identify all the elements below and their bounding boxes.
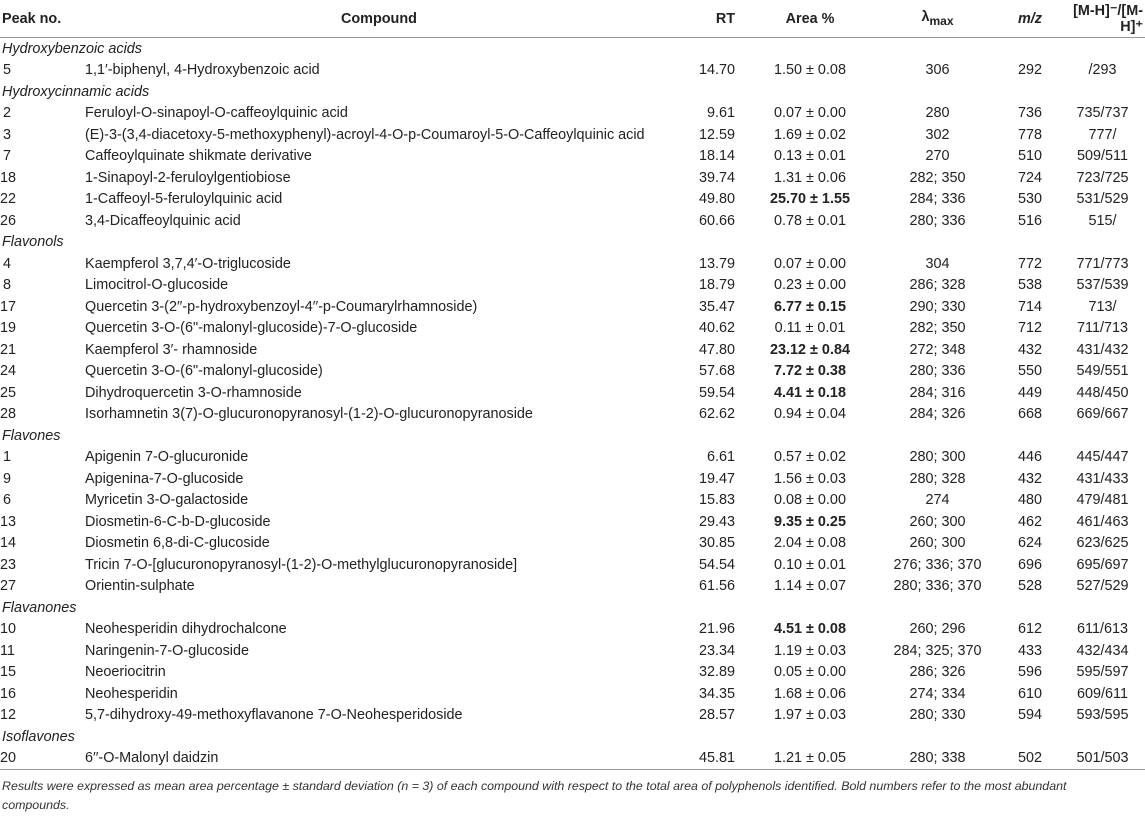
peak-cell: 21 [0,341,17,358]
compound-cell: 1,1′-biphenyl, 4-Hydroxybenzoic acid [85,62,320,79]
lambda-max-cell: 280; 338 [875,748,1000,770]
peak-cell: 22 [0,191,17,208]
header-mz: m/z [1000,0,1060,38]
lambda-max-cell: 280; 336 [909,363,966,380]
mz-cell: 528 [1017,578,1042,595]
peak-cell: 19 [0,320,17,337]
lambda-max-cell: 280; 328 [909,470,966,487]
area-cell: 4.51 ± 0.08 [774,621,846,638]
peak-cell: 18 [0,169,17,186]
lambda-max-cell: 274; 334 [909,685,966,702]
lambda-max-cell: 284; 316 [909,384,966,401]
rt-cell: 59.54 [698,384,735,401]
peak-cell: 7 [2,148,11,165]
peak-cell: 13 [0,513,17,530]
ion-cell: 735/737 [1076,105,1129,122]
table-row [0,382,1145,404]
ion-cell: 501/503 [1060,748,1145,770]
table-row [0,490,1145,512]
rt-cell: 18.14 [698,148,735,165]
table-row [0,619,1145,641]
peak-cell: 24 [0,363,17,380]
ion-cell: 723/725 [1076,169,1129,186]
ion-cell: 431/433 [1076,470,1129,487]
rt-cell: 35.47 [698,298,735,315]
ion-cell: 711/713 [1077,320,1128,337]
header-ion: [M-H]⁻/[M-H]⁺ [1060,0,1145,38]
table-row [0,662,1145,684]
area-cell: 0.57 ± 0.02 [774,449,846,466]
table-row [0,511,1145,533]
table-row [0,468,1145,490]
header-peak: Peak no. [0,0,85,38]
table-row [0,296,1145,318]
area-cell: 1.14 ± 0.07 [774,578,846,595]
lambda-max-cell: 260; 300 [909,513,966,530]
compound-cell: 1-Sinapoyl-2-feruloylgentiobiose [85,169,291,186]
group-row [0,232,1145,254]
table-row [0,339,1145,361]
area-cell: 0.94 ± 0.04 [774,406,846,423]
lambda-max-cell: 270 [925,148,950,165]
mz-cell: 480 [1017,492,1042,509]
compound-cell: Myricetin 3-O-galactoside [85,492,249,509]
compound-cell: Neohesperidin dihydrochalcone [85,621,287,638]
compound-cell: Diosmetin 6,8-di-C-glucoside [85,535,270,552]
rt-cell: 60.66 [698,212,735,229]
table-row [0,554,1145,576]
group-row [0,38,1145,60]
table-row [0,124,1145,146]
ion-cell: 695/697 [1076,556,1129,573]
lambda-max-cell: 302 [925,126,950,143]
ion-cell: 611/613 [1077,621,1128,638]
peak-cell: 27 [0,578,17,595]
area-cell: 1.97 ± 0.03 [774,707,846,724]
table-row [0,146,1145,168]
peak-cell: 14 [0,535,17,552]
rt-cell: 40.62 [698,320,735,337]
table-row [0,748,1145,770]
mz-cell: 612 [1017,621,1042,638]
peak-cell: 5 [2,62,11,79]
mz-cell: 596 [1017,664,1042,681]
peak-cell: 4 [2,255,11,272]
compound-cell: Caffeoylquinate shikmate derivative [85,148,312,165]
mz-cell: 502 [1000,748,1060,770]
compound-cell: Limocitrol-O-glucoside [85,277,229,294]
ion-cell: 549/551 [1076,363,1129,380]
rt-cell: 14.70 [698,62,735,79]
peak-cell: 1 [2,449,11,466]
mz-cell: 516 [1017,212,1042,229]
table-row [0,167,1145,189]
peak-cell: 25 [0,384,17,401]
mz-cell: 610 [1017,685,1042,702]
compound-cell: Feruloyl-O-sinapoyl-O-caffeoylquinic acid [85,105,348,122]
table-row [0,253,1145,275]
rt-cell: 45.81 [685,748,745,770]
rt-cell: 9.61 [706,105,735,122]
mz-cell: 550 [1017,363,1042,380]
header-area: Area % [745,0,875,38]
area-cell: 0.07 ± 0.00 [774,105,846,122]
group-label: Flavonols [2,234,64,251]
header-lambda [875,0,1000,38]
ion-cell: 445/447 [1076,449,1129,466]
compound-cell: 5,7-dihydroxy-49-methoxyflavanone 7-O-Neohesperidoside [85,707,463,724]
peak-cell: 28 [0,406,17,423]
ion-cell: 479/481 [1076,492,1129,509]
mz-cell: 449 [1017,384,1042,401]
lambda-max-cell: 290; 330 [909,298,966,315]
rt-cell: 30.85 [698,535,735,552]
rt-cell: 47.80 [698,341,735,358]
mz-cell: 594 [1017,707,1042,724]
group-row [0,726,1145,748]
rt-cell: 18.79 [698,277,735,294]
mz-cell: 736 [1017,105,1042,122]
ion-cell: 595/597 [1076,664,1129,681]
lambda-max-cell: 260; 296 [909,621,966,638]
lambda-max-cell: 286; 328 [909,277,966,294]
area-cell: 9.35 ± 0.25 [774,513,846,530]
lambda-max-cell: 284; 326 [909,406,966,423]
lambda-max-cell: 280; 300 [909,449,966,466]
ion-cell: 432/434 [1076,642,1129,659]
peak-cell: 2 [2,105,11,122]
lambda-max-cell: 276; 336; 370 [893,556,982,573]
compound-cell: (E)-3-(3,4-diacetoxy-5-methoxyphenyl)-acroyl-4-O-p-Coumaroyl-5-O-Caffeoylquinic acid [85,126,645,143]
mz-cell: 696 [1017,556,1042,573]
rt-cell: 13.79 [698,255,735,272]
area-cell: 0.05 ± 0.00 [774,664,846,681]
header-rt: RT [685,0,745,38]
compound-cell: 3,4-Dicaffeoylquinic acid [85,212,241,229]
table-row [0,275,1145,297]
mz-cell: 510 [1017,148,1042,165]
area-cell: 2.04 ± 0.08 [774,535,846,552]
header-compound: Compound [85,0,685,38]
area-cell: 6.77 ± 0.15 [774,298,846,315]
table-row [0,103,1145,125]
lambda-max-cell: 280 [925,105,950,122]
ion-cell: 777/ [1088,126,1117,143]
compound-cell: Neohesperidin [85,685,178,702]
area-cell: 1.56 ± 0.03 [774,470,846,487]
group-row [0,425,1145,447]
lambda-max-cell: 306 [925,62,950,79]
mz-cell: 433 [1017,642,1042,659]
area-cell: 1.19 ± 0.03 [774,642,846,659]
table-row [0,576,1145,598]
rt-cell: 32.89 [698,664,735,681]
rt-cell: 12.59 [698,126,735,143]
peak-cell: 3 [2,126,11,143]
peak-cell: 23 [0,556,17,573]
peak-cell: 17 [0,298,17,315]
area-cell: 0.13 ± 0.01 [774,148,846,165]
area-cell: 0.08 ± 0.00 [774,492,846,509]
table-body [0,38,1145,770]
mz-cell: 772 [1017,255,1042,272]
lambda-max-cell: 260; 300 [909,535,966,552]
lambda-max-cell: 282; 350 [909,169,966,186]
lambda-max-cell: 284; 325; 370 [893,642,982,659]
rt-cell: 6.61 [706,449,735,466]
table-row [0,60,1145,82]
mz-cell: 778 [1017,126,1042,143]
table-row [0,361,1145,383]
table-row [0,705,1145,727]
area-cell: 1.50 ± 0.08 [774,62,846,79]
group-label: Hydroxycinnamic acids [2,83,150,100]
lambda-max-cell: 280; 336 [909,212,966,229]
rt-cell: 15.83 [698,492,735,509]
group-row [0,597,1145,619]
area-cell: 0.11 ± 0.01 [774,320,846,337]
mz-cell: 538 [1017,277,1042,294]
ion-cell: 609/611 [1077,685,1128,702]
mz-cell: 668 [1017,406,1042,423]
compound-cell: 6′′-O-Malonyl daidzin [85,748,685,770]
peak-cell: 9 [2,470,11,487]
rt-cell: 54.54 [698,556,735,573]
rt-cell: 57.68 [698,363,735,380]
rt-cell: 49.80 [698,191,735,208]
group-label: Isoflavones [2,728,75,745]
area-cell: 1.31 ± 0.06 [774,169,846,186]
header-row [0,0,1145,38]
peak-cell: 11 [0,642,15,659]
ion-cell: 448/450 [1076,384,1129,401]
lambda-max-cell: 274 [925,492,950,509]
ion-cell: 461/463 [1076,513,1129,530]
table-row [0,189,1145,211]
rt-cell: 62.62 [698,406,735,423]
mz-cell: 714 [1017,298,1042,315]
table-row [0,683,1145,705]
area-cell: 4.41 ± 0.18 [774,384,846,401]
area-cell: 7.72 ± 0.38 [774,363,846,380]
compound-cell: Quercetin 3-(2′′-p-hydroxybenzoyl-4′′-p-Coumarylrhamnoside) [85,298,478,315]
mz-cell: 292 [1017,62,1042,79]
peak-cell: 8 [2,277,11,294]
ion-cell: 537/539 [1076,277,1129,294]
area-cell: 0.78 ± 0.01 [774,212,846,229]
table-row [0,447,1145,469]
lambda-max-cell: 284; 336 [909,191,966,208]
lambda-max-cell: 272; 348 [909,341,966,358]
area-cell: 0.23 ± 0.00 [774,277,846,294]
area-cell: 0.10 ± 0.01 [774,556,846,573]
mz-cell: 432 [1017,470,1042,487]
rt-cell: 19.47 [698,470,735,487]
group-label: Hydroxybenzoic acids [2,40,142,57]
table-row [0,404,1145,426]
ion-cell: 515/ [1088,212,1117,229]
rt-cell: 34.35 [698,685,735,702]
lambda-max-cell: 280; 330 [909,707,966,724]
mz-cell: 712 [1017,320,1042,337]
rt-cell: 21.96 [698,621,735,638]
compound-cell: Tricin 7-O-[glucuronopyranosyl-(1-2)-O-methylglucuronopyranoside] [85,556,518,573]
area-cell: 23.12 ± 0.84 [770,341,850,358]
lambda-max-cell: 304 [925,255,950,272]
header-lambda-subscript: max [929,13,954,28]
table-row [0,533,1145,555]
group-label: Flavones [2,427,61,444]
compound-cell: Kaempferol 3′- rhamnoside [85,341,258,358]
ion-cell: 771/773 [1076,255,1129,272]
lambda-max-cell: 286; 326 [909,664,966,681]
compound-cell: Quercetin 3-O-(6"-malonyl-glucoside) [85,363,323,380]
table-row [0,210,1145,232]
peak-cell: 12 [0,707,17,724]
mz-cell: 446 [1017,449,1042,466]
compound-cell: Dihydroquercetin 3-O-rhamnoside [85,384,302,401]
ion-cell: 527/529 [1076,578,1129,595]
area-cell: 1.21 ± 0.05 [745,748,875,770]
peak-cell: 16 [0,685,17,702]
header-lambda-symbol: λ [921,9,930,26]
group-row [0,81,1145,103]
ion-cell: 531/529 [1076,191,1129,208]
compound-cell: Quercetin 3-O-(6"-malonyl-glucoside)-7-O-glucoside [85,320,418,337]
area-cell: 1.68 ± 0.06 [774,685,846,702]
lambda-max-cell: 280; 336; 370 [893,578,982,595]
rt-cell: 61.56 [698,578,735,595]
table-row [0,318,1145,340]
table-footnote: Results were expressed as mean area percentage ± standard deviation (n = 3) of each compound with respect to the total area of polyphenols identified. Bold numbers refer to the most abundant compounds. [2,779,1067,812]
compound-cell: Apigenina-7-O-glucoside [85,470,244,487]
ion-cell: 623/625 [1076,535,1129,552]
mz-cell: 530 [1017,191,1042,208]
mz-cell: 724 [1017,169,1042,186]
mz-cell: 432 [1017,341,1042,358]
rt-cell: 29.43 [698,513,735,530]
ion-cell: 509/511 [1077,148,1128,165]
compound-cell: Diosmetin-6-C-b-D-glucoside [85,513,271,530]
peak-cell: 10 [0,621,17,638]
area-cell: 1.69 ± 0.02 [774,126,846,143]
ion-cell: 593/595 [1076,707,1129,724]
mz-cell: 462 [1017,513,1042,530]
compound-cell: Isorhamnetin 3(7)-O-glucuronopyranosyl-(1-2)-O-glucuronopyranoside [85,406,533,423]
peak-cell: 26 [0,212,17,229]
compound-cell: Naringenin-7-O-glucoside [85,642,249,659]
ion-cell: /293 [1088,62,1117,79]
group-label: Flavanones [2,599,77,616]
compound-cell: Orientin-sulphate [85,578,195,595]
area-cell: 0.07 ± 0.00 [774,255,846,272]
table-row [0,640,1145,662]
rt-cell: 39.74 [698,169,735,186]
ion-cell: 431/432 [1076,341,1129,358]
compound-cell: Apigenin 7-O-glucuronide [85,449,249,466]
ion-cell: 713/ [1088,298,1117,315]
compound-cell: 1-Caffeoyl-5-feruloylquinic acid [85,191,283,208]
rt-cell: 28.57 [698,707,735,724]
peak-cell: 20 [0,748,85,770]
compound-cell: Kaempferol 3,7,4′-O-triglucoside [85,255,291,272]
ion-cell: 669/667 [1076,406,1129,423]
compound-cell: Neoeriocitrin [85,664,166,681]
mz-cell: 624 [1017,535,1042,552]
rt-cell: 23.34 [698,642,735,659]
peak-cell: 6 [2,492,11,509]
peak-cell: 15 [0,664,17,681]
area-cell: 25.70 ± 1.55 [770,191,850,208]
lambda-max-cell: 282; 350 [909,320,966,337]
